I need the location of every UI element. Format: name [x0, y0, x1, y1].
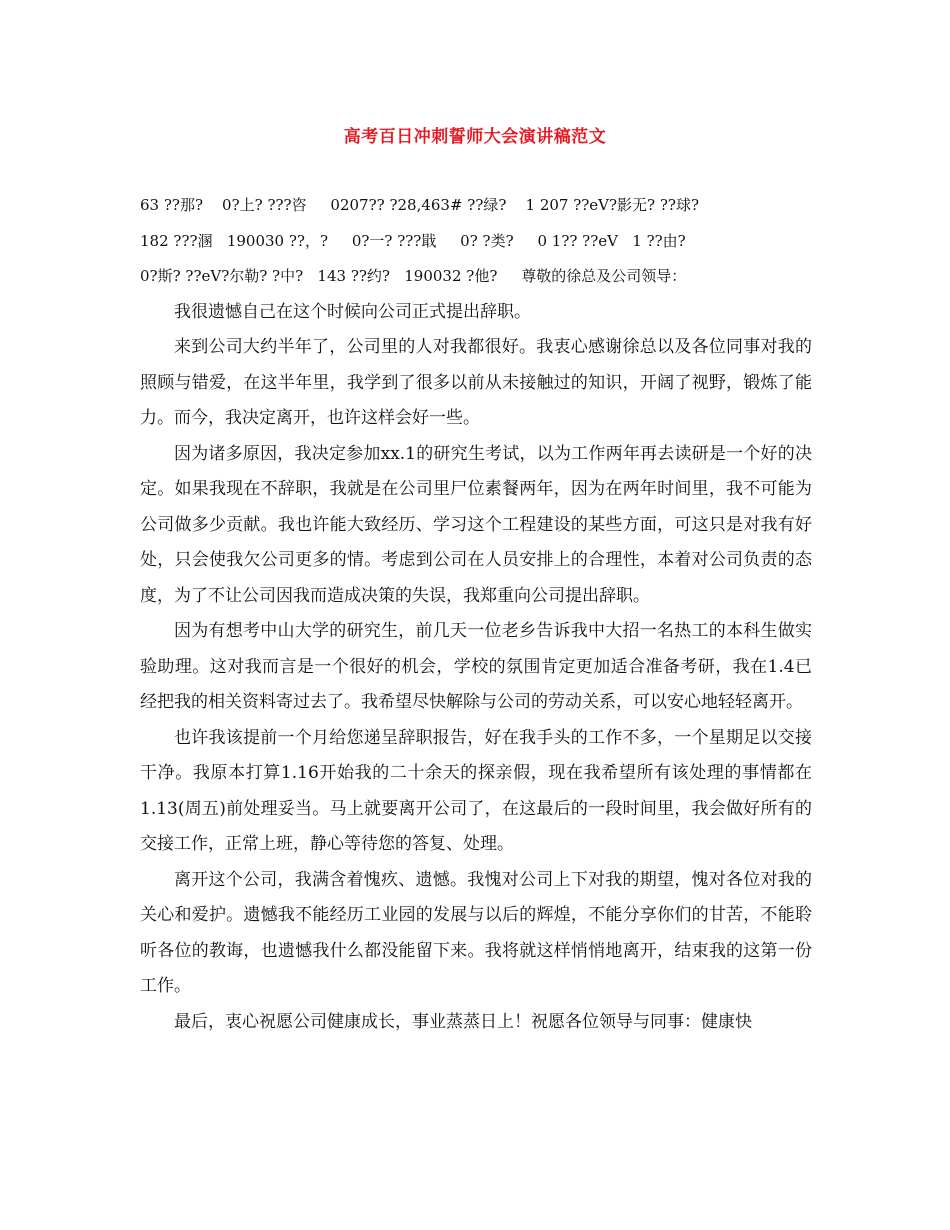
paragraph: 因为有想考中山大学的研究生，前几天一位老乡告诉我中大招一名热工的本科生做实验助理。这对我而言是一个很好的机会，学校的氛围肯定更加适合准备考研，我在1.4已经把我的相关资料寄过去了。我希望尽快解除与公司的劳动关系，可以安心地轻轻离开。	[140, 621, 812, 712]
garbled-line: 0?斯? ??eV?尔勒? ?中? 143 ??约? 190032 ?他? 尊敬的徐总及公司领导：	[140, 267, 687, 285]
paragraph: 也许我该提前一个月给您递呈辞职报告，好在我手头的工作不多，一个星期足以交接干净。我原本打算1.16开始我的二十余天的探亲假，现在我希望所有该处理的事情都在1.13(周五)前处理妥当。马上就要离开公司了，在这最后的一段时间里，我会做好所有的交接工作，正常上班，静心等待您的答复、处理。	[140, 727, 812, 854]
paragraph: 因为诸多原因，我决定参加xx.1的研究生考试，以为工作两年再去读研是一个好的决定。如果我现在不辞职，我就是在公司里尸位素餐两年，因为在两年时间里，我不可能为公司做多少贡献。我也许能大致经历、学习这个工程建设的某些方面，可这只是对我有好处，只会使我欠公司更多的情。考虑到公司在人员安排上的合理性，本着对公司负责的态度，为了不让公司因我而造成决策的失误，我郑重向公司提出辞职。	[140, 443, 812, 606]
garbled-line: 63 ??那? 0?上? ???咨 0207?? ?28,463# ??绿? 1 207 ??eV?影无? ??球?	[140, 196, 699, 214]
document-title: 高考百日冲刺誓师大会演讲稿范文	[343, 127, 607, 147]
paragraph: 我很遗憾自己在这个时候向公司正式提出辞职。	[174, 301, 531, 322]
garbled-line: 182 ???溷 190030 ??，? 0?一? ???戢 0? ?类? 0 1?? ??eV 1 ??由?	[140, 231, 686, 250]
paragraph: 最后，衷心祝愿公司健康成长，事业蒸蒸日上！祝愿各位领导与同事：健康快	[174, 1011, 752, 1032]
paragraph: 来到公司大约半年了，公司里的人对我都很好。我衷心感谢徐总以及各位同事对我的照顾与错爱，在这半年里，我学到了很多以前从未接触过的知识，开阔了视野，锻炼了能力。而今，我决定离开，也许这样会好一些。	[140, 337, 812, 428]
document-body	[140, 188, 812, 1040]
paragraph: 离开这个公司，我满含着愧疚、遗憾。我愧对公司上下对我的期望，愧对各位对我的关心和爱护。遗憾我不能经历工业园的发展与以后的辉煌，不能分享你们的甘苦，不能聆听各位的教诲，也遗憾我什么都没能留下来。我将就这样悄悄地离开，结束我的这第一份工作。	[140, 869, 812, 996]
